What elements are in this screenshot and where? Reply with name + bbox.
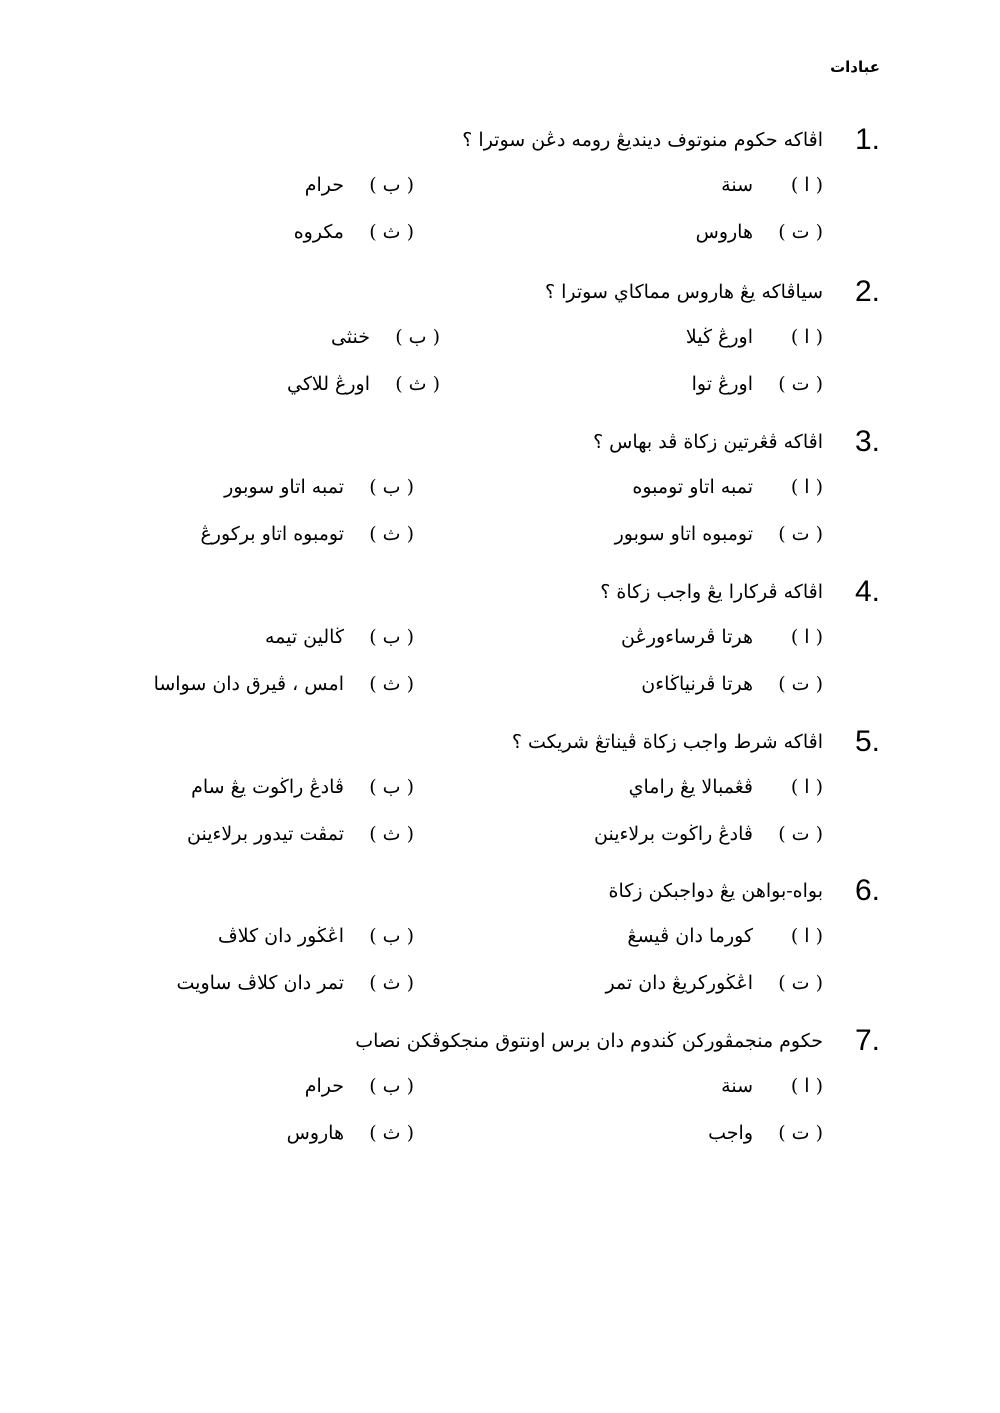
option-text: هاروس <box>695 221 753 243</box>
option-text: ڬالين تيمه <box>264 626 344 648</box>
question-number: 5. <box>854 725 880 758</box>
option-tha[interactable] <box>294 217 414 247</box>
option-marker: ( ا ) <box>790 476 823 498</box>
option-ta[interactable] <box>692 369 823 399</box>
option-marker: ( ت ) <box>778 1122 823 1144</box>
option-ta[interactable] <box>708 1118 823 1148</box>
question-4 <box>150 574 880 724</box>
option-tha[interactable] <box>187 819 414 849</box>
option-marker: ( ت ) <box>778 823 823 845</box>
option-ta[interactable] <box>696 217 823 247</box>
option-alif[interactable] <box>621 622 823 652</box>
option-marker: ( ا ) <box>790 626 823 648</box>
option-marker: ( ا ) <box>790 776 823 798</box>
option-alif[interactable] <box>627 921 823 951</box>
question-7 <box>150 1023 880 1173</box>
option-text: اورڠ توا <box>691 373 753 395</box>
option-text: مكروه <box>293 221 344 243</box>
option-marker: ( ث ) <box>369 823 414 845</box>
option-tha[interactable] <box>287 1118 414 1148</box>
option-ta[interactable] <box>615 519 823 549</box>
option-marker: ( ا ) <box>790 174 823 196</box>
option-tha[interactable] <box>154 669 414 699</box>
option-text: واجب <box>708 1122 753 1144</box>
question-text: اڤاكه حكوم منوتوف دينديڠ رومه دڠن سوترا ؟ <box>462 129 823 151</box>
question-number: 1. <box>854 123 880 156</box>
option-text: تمبه اتاو تومبوه <box>632 476 753 498</box>
question-text: اڤاكه ڤڠرتين زكاة ڤد بهاس ؟ <box>593 431 823 453</box>
option-text: ڤادڠ راڬوت برلاءينن <box>594 823 753 845</box>
option-text: كورما دان ڤيسڠ <box>627 925 753 947</box>
option-ba[interactable] <box>218 921 414 951</box>
option-marker: ( ت ) <box>778 373 823 395</box>
question-number: 7. <box>854 1024 880 1057</box>
option-ta[interactable] <box>605 968 823 998</box>
question-text: اڤاكه شرط واجب زكاة ڤيناتڠ شريكت ؟ <box>511 731 823 753</box>
question-text: بواه-بواهن يڠ دواجبكن زكاة <box>608 880 823 902</box>
option-tha[interactable] <box>200 519 414 549</box>
option-text: ڤادڠ راڬوت يڠ سام <box>191 776 344 798</box>
option-marker: ( ث ) <box>369 972 414 994</box>
question-number: 3. <box>854 425 880 458</box>
option-alif[interactable] <box>686 322 823 352</box>
question-number: 4. <box>854 575 880 608</box>
option-text: خنثى <box>330 326 370 348</box>
option-text: امس ، ڤيرق دان سواسا <box>153 673 344 695</box>
option-ba[interactable] <box>191 772 414 802</box>
question-number: 2. <box>854 275 880 308</box>
option-text: هرتا ڤرنياڬاءن <box>641 673 753 695</box>
question-6 <box>150 873 880 1023</box>
option-text: تومبوه اتاو سوبور <box>614 523 753 545</box>
option-marker: ( ت ) <box>778 523 823 545</box>
option-ba[interactable] <box>305 1071 414 1101</box>
question-text: اڤاكه ڤركارا يڠ واجب زكاة ؟ <box>600 581 823 603</box>
option-marker: ( ا ) <box>790 1075 823 1097</box>
page-header-title: عبادات <box>830 58 880 76</box>
option-ba[interactable] <box>224 472 414 502</box>
option-text: تمڤت تيدور برلاءينن <box>187 823 344 845</box>
option-marker: ( ت ) <box>778 972 823 994</box>
option-marker: ( ب ) <box>369 476 414 498</box>
option-marker: ( ب ) <box>369 174 414 196</box>
option-text: اورڠ ڬيلا <box>685 326 753 348</box>
option-marker: ( ب ) <box>395 326 440 348</box>
option-text: سنة <box>721 1075 753 1097</box>
option-marker: ( ث ) <box>369 221 414 243</box>
option-text: تمبه اتاو سوبور <box>224 476 344 498</box>
option-tha[interactable] <box>177 968 414 998</box>
option-text: هرتا ڤرساءورڠن <box>621 626 753 648</box>
option-marker: ( ث ) <box>369 523 414 545</box>
option-text: تمر دان كلاڤ ساويت <box>176 972 344 994</box>
option-alif[interactable] <box>632 472 823 502</box>
option-marker: ( ب ) <box>369 925 414 947</box>
option-text: تومبوه اتاو بركورڠ <box>200 523 344 545</box>
question-5 <box>150 724 880 874</box>
option-marker: ( ث ) <box>395 373 440 395</box>
option-text: هاروس <box>286 1122 344 1144</box>
option-text: اورڠ للاكي <box>286 373 370 395</box>
option-marker: ( ث ) <box>369 1122 414 1144</box>
option-marker: ( ب ) <box>369 1075 414 1097</box>
option-ta[interactable] <box>594 819 823 849</box>
question-1 <box>150 122 880 272</box>
option-ba[interactable] <box>305 170 414 200</box>
option-marker: ( ث ) <box>369 673 414 695</box>
question-text: سياڤاكه يڠ هاروس مماكاي سوترا ؟ <box>544 281 823 303</box>
option-marker: ( ب ) <box>369 626 414 648</box>
option-marker: ( ب ) <box>369 776 414 798</box>
option-text: سنة <box>721 174 753 196</box>
option-marker: ( ا ) <box>790 326 823 348</box>
option-text: ڤڠمبالا يڠ راماي <box>628 776 753 798</box>
option-ba[interactable] <box>331 322 440 352</box>
option-text: اڠڬور دان كلاڤ <box>218 925 344 947</box>
question-text: حكوم منجمڤوركن ڬندوم دان برس اونتوق منجكوڤكن نصاب <box>355 1030 823 1052</box>
option-alif[interactable] <box>721 170 823 200</box>
option-text: اڠڬوركريڠ دان تمر <box>605 972 753 994</box>
option-marker: ( ت ) <box>778 221 823 243</box>
option-tha[interactable] <box>287 369 440 399</box>
option-alif[interactable] <box>629 772 823 802</box>
question-3 <box>150 424 880 574</box>
option-ta[interactable] <box>641 669 823 699</box>
option-ba[interactable] <box>265 622 414 652</box>
option-marker: ( ت ) <box>778 673 823 695</box>
question-number: 6. <box>854 874 880 907</box>
option-text: حرام <box>304 1075 344 1097</box>
option-marker: ( ا ) <box>790 925 823 947</box>
question-2 <box>150 274 880 424</box>
option-text: حرام <box>304 174 344 196</box>
option-alif[interactable] <box>721 1071 823 1101</box>
